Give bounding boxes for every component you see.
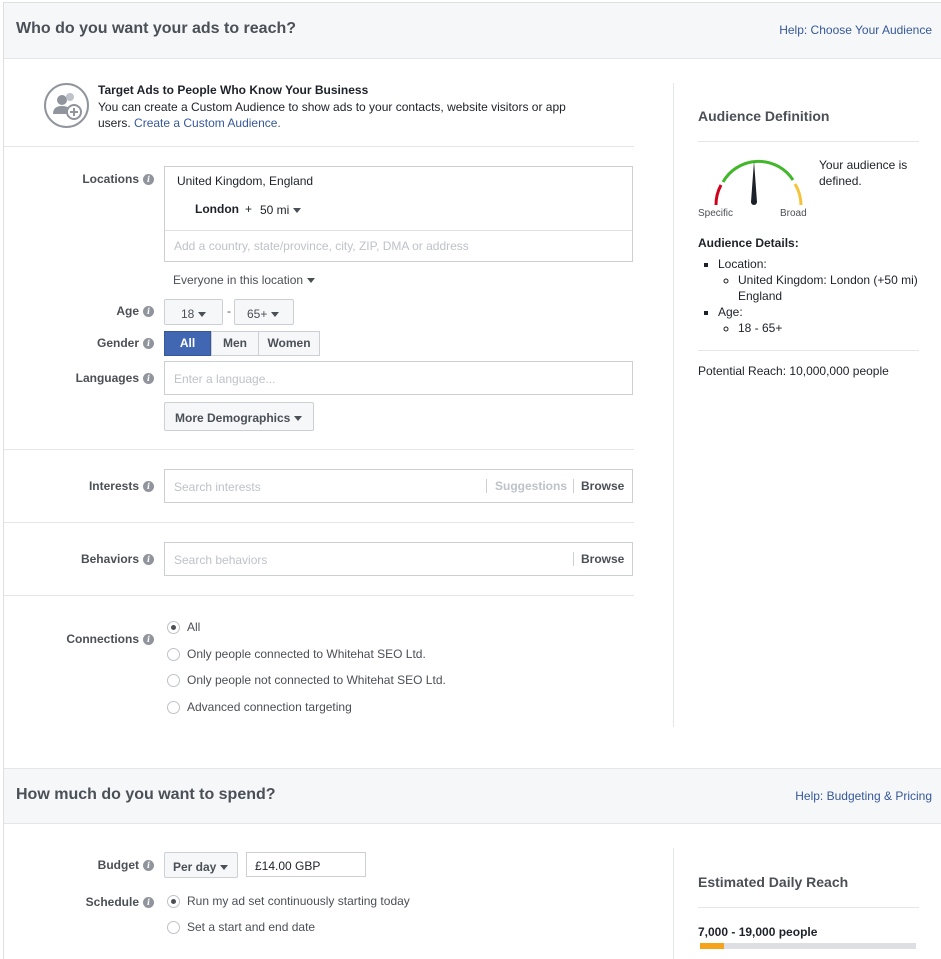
info-icon[interactable]: i [143, 338, 154, 349]
age-max-dropdown[interactable] [234, 299, 294, 325]
daily-reach-bar [700, 943, 916, 949]
audience-details-title: Audience Details: [698, 236, 799, 250]
locations-label-text: Locations [82, 172, 139, 186]
divider [698, 350, 919, 351]
spend-section-header [4, 768, 941, 824]
gender-all-button[interactable]: All [164, 331, 211, 356]
detail-location-value: ◦ United Kingdom: London (+50 mi) England [738, 272, 919, 304]
interests-browse-button[interactable]: Browse [581, 479, 625, 493]
age-separator: - [227, 304, 231, 318]
gender-label [44, 336, 154, 350]
potential-reach: Potential Reach: 10,000,000 people [698, 364, 889, 378]
divider [4, 595, 634, 596]
info-icon[interactable]: i [143, 897, 154, 908]
connections-option-label: Only people not connected to Whitehat SEO Ltd. [187, 673, 446, 687]
connections-label-text: Connections [66, 632, 139, 646]
detail-location-label: Location: [718, 257, 767, 271]
interests-placeholder: Search interests [174, 480, 261, 494]
location-plus: + [245, 202, 253, 216]
help-budgeting-link[interactable]: Help: Budgeting & Pricing [795, 789, 932, 803]
chevron-down-icon [294, 416, 302, 421]
gender-women-button[interactable]: Women [258, 331, 320, 356]
audience-status: Your audience is defined. [819, 158, 908, 188]
detail-location [718, 256, 919, 304]
age-min-dropdown[interactable] [164, 299, 223, 325]
gender-men-button[interactable]: Men [211, 331, 259, 356]
panel-divider [673, 83, 674, 727]
interests-label [44, 479, 154, 493]
location-city: London [195, 202, 239, 216]
divider [165, 230, 632, 231]
behaviors-browse-button[interactable]: Browse [581, 552, 625, 566]
connections-option-label: Only people connected to Whitehat SEO Ltd. [187, 647, 426, 661]
language-input[interactable] [164, 361, 633, 395]
audience-details-list [698, 256, 919, 336]
location-country: United Kingdom, England [177, 174, 314, 188]
budget-amount-value: £14.00 GBP [255, 859, 321, 873]
radius-dropdown[interactable] [260, 203, 301, 217]
interests-label-text: Interests [88, 479, 139, 493]
schedule-label [44, 895, 154, 909]
divider [4, 522, 634, 523]
budget-period-value: Per day [173, 860, 217, 874]
chevron-down-icon [198, 312, 206, 317]
radius-value: 50 mi [260, 203, 290, 217]
locations-label [44, 172, 154, 186]
divider [573, 479, 574, 493]
schedule-option-label: Set a start and end date [187, 920, 316, 934]
divider [698, 141, 919, 142]
behaviors-label [44, 552, 154, 566]
gauge-broad-label: Broad [780, 208, 807, 219]
behaviors-placeholder: Search behaviors [174, 553, 268, 567]
more-demographics-button[interactable] [164, 402, 314, 431]
connections-radio-advanced[interactable] [167, 701, 180, 714]
info-icon[interactable]: i [143, 860, 154, 871]
custom-audience-icon [44, 83, 89, 128]
divider [4, 146, 634, 147]
locations-box [164, 166, 633, 262]
panel-divider [673, 848, 674, 959]
gender-label-text: Gender [96, 336, 139, 350]
custom-audience-heading: Target Ads to People Who Know Your Business [98, 83, 369, 97]
gauge-specific-label: Specific [698, 208, 734, 219]
more-demographics-label: More Demographics [175, 411, 291, 425]
info-icon[interactable]: i [143, 174, 154, 185]
audience-section-header [4, 3, 941, 59]
schedule-label-text: Schedule [85, 895, 139, 909]
age-label-text: Age [116, 304, 139, 318]
chevron-down-icon [271, 312, 279, 317]
connections-option-label: Advanced connection targeting [187, 700, 352, 714]
budget-label-text: Budget [97, 858, 139, 872]
divider [698, 907, 919, 908]
chevron-down-icon [293, 208, 301, 213]
language-placeholder: Enter a language... [174, 372, 276, 386]
detail-age-label: Age: [718, 305, 743, 319]
schedule-radio-dates[interactable] [167, 921, 180, 934]
age-min-value: 18 [181, 307, 195, 321]
interests-input[interactable] [164, 469, 633, 503]
info-icon[interactable]: i [143, 554, 154, 565]
age-max-value: 65+ [247, 307, 268, 321]
location-search-input[interactable]: Add a country, state/province, city, ZIP, DMA or address [174, 239, 469, 253]
audience-gauge [698, 153, 810, 209]
info-icon[interactable]: i [143, 306, 154, 317]
divider [573, 552, 574, 566]
daily-reach-bar-fill [700, 943, 724, 949]
divider [486, 479, 487, 493]
behaviors-input[interactable] [164, 542, 633, 576]
custom-audience-text: You can create a Custom Audience to show ads to your contacts, website visitors or app users. [98, 100, 566, 130]
languages-label [44, 371, 154, 385]
location-scope-dropdown[interactable] [173, 273, 315, 287]
connections-option-label: All [187, 620, 201, 634]
budget-label [44, 858, 154, 872]
daily-reach-title: Estimated Daily Reach [698, 874, 849, 890]
chevron-down-icon [307, 278, 315, 283]
custom-audience-body [98, 99, 598, 131]
connections-radio-connected[interactable] [167, 648, 180, 661]
spend-section-title: How much do you want to spend? [16, 786, 276, 803]
budget-amount-input[interactable] [246, 852, 366, 877]
create-custom-audience-link[interactable]: Create a Custom Audience. [134, 116, 281, 130]
connections-label [44, 632, 154, 646]
age-label [44, 304, 154, 318]
audience-section-title: Who do you want your ads to reach? [16, 20, 297, 37]
detail-age-value: ◦ 18 - 65+ [738, 320, 919, 336]
suggestions-button[interactable]: Suggestions [495, 479, 568, 493]
info-icon[interactable]: i [143, 634, 154, 645]
schedule-radio-continuous[interactable] [167, 895, 180, 908]
daily-reach-range: 7,000 - 19,000 people [698, 925, 818, 939]
info-icon[interactable]: i [143, 481, 154, 492]
schedule-option-label: Run my ad set continuously starting today [187, 894, 410, 908]
location-scope-value: Everyone in this location [173, 273, 304, 287]
divider [4, 449, 634, 450]
behaviors-label-text: Behaviors [80, 552, 139, 566]
budget-period-dropdown[interactable] [164, 852, 238, 878]
info-icon[interactable]: i [143, 373, 154, 384]
detail-age [718, 304, 919, 336]
help-choose-audience-link[interactable]: Help: Choose Your Audience [779, 23, 932, 37]
ad-set-editor [3, 2, 941, 959]
chevron-down-icon [220, 865, 228, 870]
connections-radio-all[interactable] [167, 621, 180, 634]
connections-radio-not-connected[interactable] [167, 674, 180, 687]
languages-label-text: Languages [75, 371, 139, 385]
audience-definition-title: Audience Definition [698, 108, 830, 124]
